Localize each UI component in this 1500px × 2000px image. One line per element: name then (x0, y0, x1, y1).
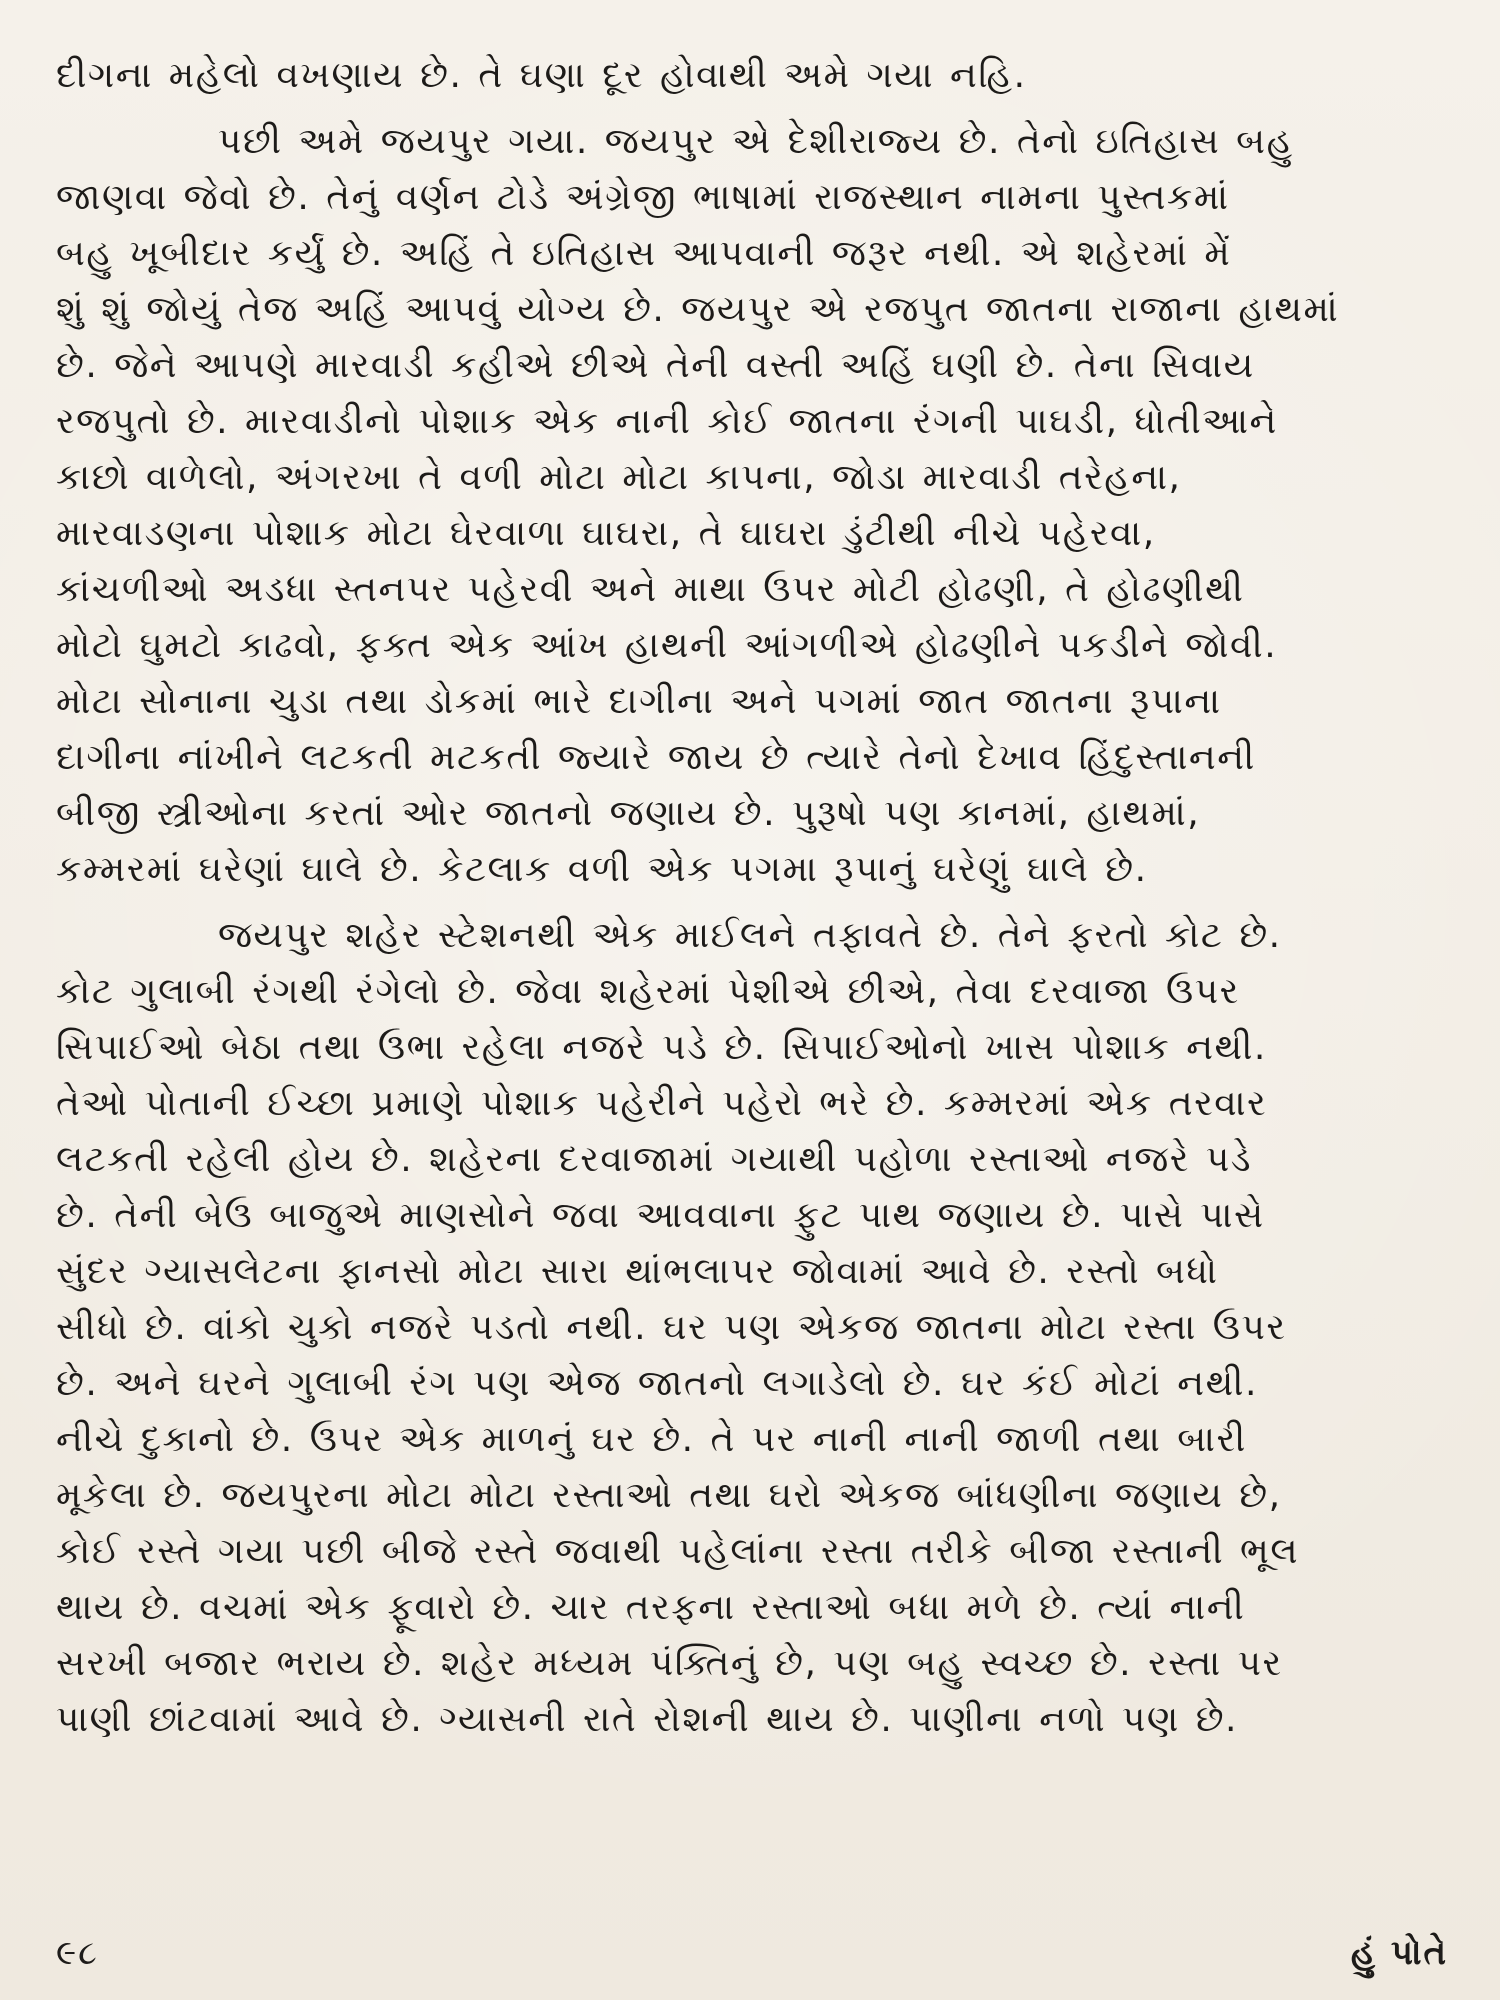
text-line: જાણવા જેવો છે. તેનું વર્ણન ટોડે અંગ્રેજી ભાષામાં રાજસ્થાન નામના પુસ્તકમાં (56, 177, 1230, 218)
text-line: સુંદર ગ્યાસલેટના ફાનસો મોટા સારા થાંભલાપર જોવામાં આવે છે. રસ્તો બધો (56, 1251, 1219, 1292)
page-footer (56, 1930, 1448, 1976)
text-line: રજપુતો છે. મારવાડીનો પોશાક એક નાની કોઈ જાતના રંગની પાઘડી, ધોતીઆને (56, 401, 1278, 442)
text-line: પાણી છાંટવામાં આવે છે. ગ્યાસની રાતે રોશની થાય છે. પાણીના નળો પણ છે. (56, 1699, 1239, 1740)
running-title: હું પોતે (1350, 1933, 1448, 1973)
text-line: મોટા સોનાના ચુડા તથા ડોકમાં ભારે દાગીના અને પગમાં જાત જાતના રૂપાના (56, 681, 1222, 722)
text-line: સીધો છે. વાંકો ચુકો નજરે પડતો નથી. ઘર પણ એકજ જાતના મોટા રસ્તા ઉપર (56, 1307, 1287, 1348)
text-line: કાછો વાળેલો, અંગરખા તે વળી મોટા મોટા કાપના, જોડા મારવાડી તરેહના, (56, 457, 1182, 498)
text-line: કાંચળીઓ અડધા સ્તનપર પહેરવી અને માથા ઉપર મોટી હોઢણી, તે હોઢણીથી (56, 569, 1245, 610)
text-line: છે. અને ઘરને ગુલાબી રંગ પણ એજ જાતનો લગાડેલો છે. ઘર કંઈ મોટાં નથી. (56, 1363, 1258, 1404)
text-line: છે. જેને આપણે મારવાડી કહીએ છીએ તેની વસ્તી અહિં ઘણી છે. તેના સિવાય (56, 345, 1255, 386)
page-number: ૯૮ (56, 1933, 99, 1973)
body-text (56, 48, 1448, 1748)
text-line: બીજી સ્ત્રીઓના કરતાં ઓર જાતનો જણાય છે. પુરૂષો પણ કાનમાં, હાથમાં, (56, 793, 1201, 834)
text-line: છે. તેની બેઉ બાજુએ માણસોને જવા આવવાના ફુટ પાથ જણાય છે. પાસે પાસે (56, 1195, 1265, 1236)
text-line: તેઓ પોતાની ઈચ્છા પ્રમાણે પોશાક પહેરીને પહેરો ભરે છે. કમ્મરમાં એક તરવાર (56, 1083, 1268, 1124)
text-line: નીચે દુકાનો છે. ઉપર એક માળનું ઘર છે. તે પર નાની નાની જાળી તથા બારી (56, 1419, 1247, 1460)
text-line: સિપાઈઓ બેઠા તથા ઉભા રહેલા નજરે પડે છે. સિપાઈઓનો ખાસ પોશાક નથી. (56, 1027, 1267, 1068)
text-line: કોઈ રસ્તે ગયા પછી બીજે રસ્તે જવાથી પહેલાંના રસ્તા તરીકે બીજા રસ્તાની ભૂલ (56, 1531, 1300, 1572)
paragraph-start-line: જયપુર શહેર સ્ટેશનથી એક માઈલને તફાવતે છે. તેને ફરતો કોટ છે. (218, 915, 1282, 956)
paragraph-start-line: પછી અમે જયપુર ગયા. જયપુર એ દેશીરાજ્ય છે. તેનો ઇતિહાસ બહુ (218, 121, 1294, 162)
text-line: થાય છે. વચમાં એક ફૂવારો છે. ચાર તરફના રસ્તાઓ બધા મળે છે. ત્યાં નાની (56, 1587, 1246, 1628)
text-line: કમ્મરમાં ઘરેણાં ઘાલે છે. કેટલાક વળી એક પગમા રૂપાનું ઘરેણું ઘાલે છે. (56, 849, 1148, 890)
text-line: કોટ ગુલાબી રંગથી રંગેલો છે. જેવા શહેરમાં પેશીએ છીએ, તેવા દરવાજા ઉપર (56, 971, 1240, 1012)
text-line: બહુ ખૂબીદાર કર્યું છે. અહિં તે ઇતિહાસ આપવાની જરૂર નથી. એ શહેરમાં મેં (56, 233, 1232, 274)
text-line: સરખી બજાર ભરાય છે. શહેર મધ્યમ પંક્તિનું છે, પણ બહુ સ્વચ્છ છે. રસ્તા પર (56, 1643, 1283, 1684)
text-line: શું શું જોયું તેજ અહિં આપવું યોગ્ય છે. જયપુર એ રજપુત જાતના રાજાના હાથમાં (56, 289, 1340, 330)
text-line: દાગીના નાંખીને લટકતી મટકતી જ્યારે જાય છે ત્યારે તેનો દેખાવ હિંદુસ્તાનની (56, 737, 1256, 778)
text-line: લટકતી રહેલી હોય છે. શહેરના દરવાજામાં ગયાથી પહોળા રસ્તાઓ નજરે પડે (56, 1139, 1252, 1180)
text-line: દીગના મહેલો વખણાય છે. તે ઘણા દૂર હોવાથી અમે ગયા નહિ. (56, 55, 1027, 96)
text-line: મૂકેલા છે. જયપુરના મોટા મોટા રસ્તાઓ તથા ઘરો એકજ બાંધણીના જણાય છે, (56, 1475, 1282, 1516)
text-line: મોટો ઘુમટો કાઢવો, ફક્ત એક આંખ હાથની આંગળીએ હોઢણીને પકડીને જોવી. (56, 625, 1278, 666)
text-line: મારવાડણના પોશાક મોટા ઘેરવાળા ઘાઘરા, તે ઘાઘરા ડુંટીથી નીચે પહેરવા, (56, 513, 1156, 554)
